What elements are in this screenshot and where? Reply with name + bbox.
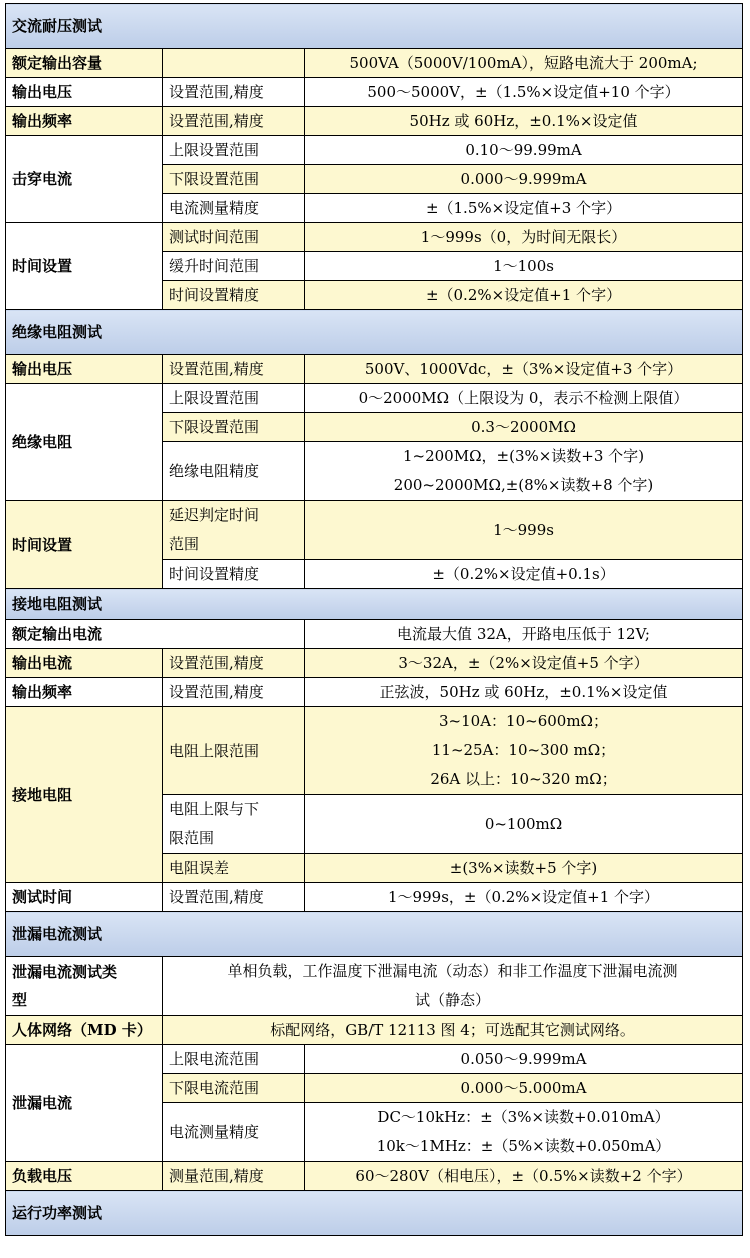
value-line: 200~2000MΩ,±(8%×读数+8 个字) [393,476,654,494]
section-header-rp [6,1191,743,1236]
row-sub: 电阻误差 [163,854,305,883]
table-row [6,1016,743,1045]
group-label: 泄漏电流 [6,1045,163,1162]
row-sub: 下限设置范围 [163,413,305,442]
section-title: 交流耐压测试 [6,4,743,49]
value-line: 11~25A：10~300 mΩ； [431,741,616,759]
table-row [6,883,743,912]
row-value: 0.3～2000MΩ [305,413,743,442]
table-row [6,1162,743,1191]
table-row [6,678,743,707]
row-sub: 测试时间范围 [163,223,305,252]
row-label [6,957,163,1016]
group-label: 时间设置 [6,501,163,589]
value-line: 1~200MΩ，±(3%×读数+3 个字) [402,447,645,465]
label-line: 泄漏电流测试类 [12,963,118,981]
row-value: 500VA（5000V/100mA），短路电流大于 200mA; [305,49,743,78]
row-sub: 电流测量精度 [163,194,305,223]
row-value: 500V、1000Vdc，±（3%×设定值+3 个字） [305,355,743,384]
row-value: 3～32A，±（2%×设定值+5 个字） [305,649,743,678]
table-row [6,355,743,384]
group-label: 接地电阻 [6,707,163,883]
row-label: 输出电压 [6,355,163,384]
row-label: 人体网络（MD 卡） [6,1016,163,1045]
row-value: 0.050～9.999mA [305,1045,743,1074]
row-sub: 绝缘电阻精度 [163,442,305,501]
row-value: 标配网络，GB/T 12113 图 4；可选配其它测试网络。 [163,1016,743,1045]
row-value: ±(3%×读数+5 个字) [305,854,743,883]
row-sub: 下限电流范围 [163,1074,305,1103]
row-value: 1～999s，±（0.2%×设定值+1 个字） [305,883,743,912]
row-value [305,1103,743,1162]
row-sub: 上限设置范围 [163,136,305,165]
row-value: ±（0.2%×设定值+1 个字） [305,281,743,310]
row-sub: 缓升时间范围 [163,252,305,281]
row-sub: 时间设置精度 [163,560,305,589]
row-value: 0.000～5.000mA [305,1074,743,1103]
row-sub: 时间设置精度 [163,281,305,310]
sub-line: 电阻上限与下 [169,800,260,818]
value-line: 单相负载，工作温度下泄漏电流（动态）和非工作温度下泄漏电流测 [227,962,678,980]
row-value [305,442,743,501]
sub-line: 限范围 [169,829,215,847]
row-label: 负载电压 [6,1162,163,1191]
row-sub: 设置范围,精度 [163,107,305,136]
table-row [6,107,743,136]
table-row [6,1045,743,1074]
table-row [6,620,743,649]
row-value [305,707,743,795]
row-sub [163,501,305,560]
section-header-gr [6,589,743,620]
row-value: 0.000～9.999mA [305,165,743,194]
row-label: 输出频率 [6,678,163,707]
section-title: 绝缘电阻测试 [6,310,743,355]
row-value: 0～2000MΩ（上限设为 0，表示不检测上限值） [305,384,743,413]
row-value: 60～280V（相电压），±（0.5%×读数+2 个字） [305,1162,743,1191]
row-sub: 电阻上限范围 [163,707,305,795]
row-label: 输出电流 [6,649,163,678]
row-label: 输出频率 [6,107,163,136]
group-label: 击穿电流 [6,136,163,223]
section-title: 接地电阻测试 [6,589,743,620]
sub-line: 范围 [169,535,200,553]
row-sub: 设置范围,精度 [163,649,305,678]
table-row [6,501,743,560]
row-value: 50Hz 或 60Hz，±0.1%×设定值 [305,107,743,136]
label-line: 型 [12,991,28,1009]
row-value: 电流最大值 32A，开路电压低于 12V; [305,620,743,649]
row-sub: 下限设置范围 [163,165,305,194]
section-header-ir [6,310,743,355]
value-line: DC～10kHz：±（3%×读数+0.010mA） [377,1108,670,1126]
row-value: 0~100mΩ [305,795,743,854]
table-row [6,957,743,1016]
row-value: ±（1.5%×设定值+3 个字） [305,194,743,223]
section-header-ac [6,4,743,49]
value-line: 3~10A：10~600mΩ； [439,712,608,730]
table-row [6,78,743,107]
table-row [6,223,743,252]
row-value: 500～5000V，±（1.5%×设定值+10 个字） [305,78,743,107]
group-label: 时间设置 [6,223,163,310]
row-value: 0.10～99.99mA [305,136,743,165]
row-value [163,957,743,1016]
section-header-lc [6,912,743,957]
row-value: 1～100s [305,252,743,281]
row-sub: 设置范围,精度 [163,78,305,107]
value-line: 10k～1MHz：±（5%×读数+0.050mA） [376,1137,671,1155]
row-label: 额定输出电流 [6,620,305,649]
row-sub: 上限设置范围 [163,384,305,413]
sub-line: 延迟判定时间 [169,506,260,524]
row-label: 额定输出容量 [6,49,163,78]
row-sub: 上限电流范围 [163,1045,305,1074]
section-title: 运行功率测试 [6,1191,743,1236]
row-sub: 电流测量精度 [163,1103,305,1162]
table-row [6,707,743,795]
row-sub-empty [163,49,305,78]
row-sub: 测量范围,精度 [163,1162,305,1191]
row-value: 正弦波，50Hz 或 60Hz，±0.1%×设定值 [305,678,743,707]
row-label: 输出电压 [6,78,163,107]
row-sub [163,795,305,854]
row-sub: 设置范围,精度 [163,355,305,384]
spec-table [5,3,743,1236]
row-value: 1～999s [305,501,743,560]
value-line: 26A 以上：10~320 mΩ； [430,770,617,788]
row-value: ±（0.2%×设定值+0.1s） [305,560,743,589]
row-sub: 设置范围,精度 [163,883,305,912]
table-row [6,49,743,78]
table-row [6,136,743,165]
row-label: 测试时间 [6,883,163,912]
group-label: 绝缘电阻 [6,384,163,501]
section-title: 泄漏电流测试 [6,912,743,957]
table-row [6,649,743,678]
value-line: 试（静态） [415,991,491,1009]
row-value: 1～999s（0，为时间无限长） [305,223,743,252]
row-sub: 设置范围,精度 [163,678,305,707]
table-row [6,384,743,413]
